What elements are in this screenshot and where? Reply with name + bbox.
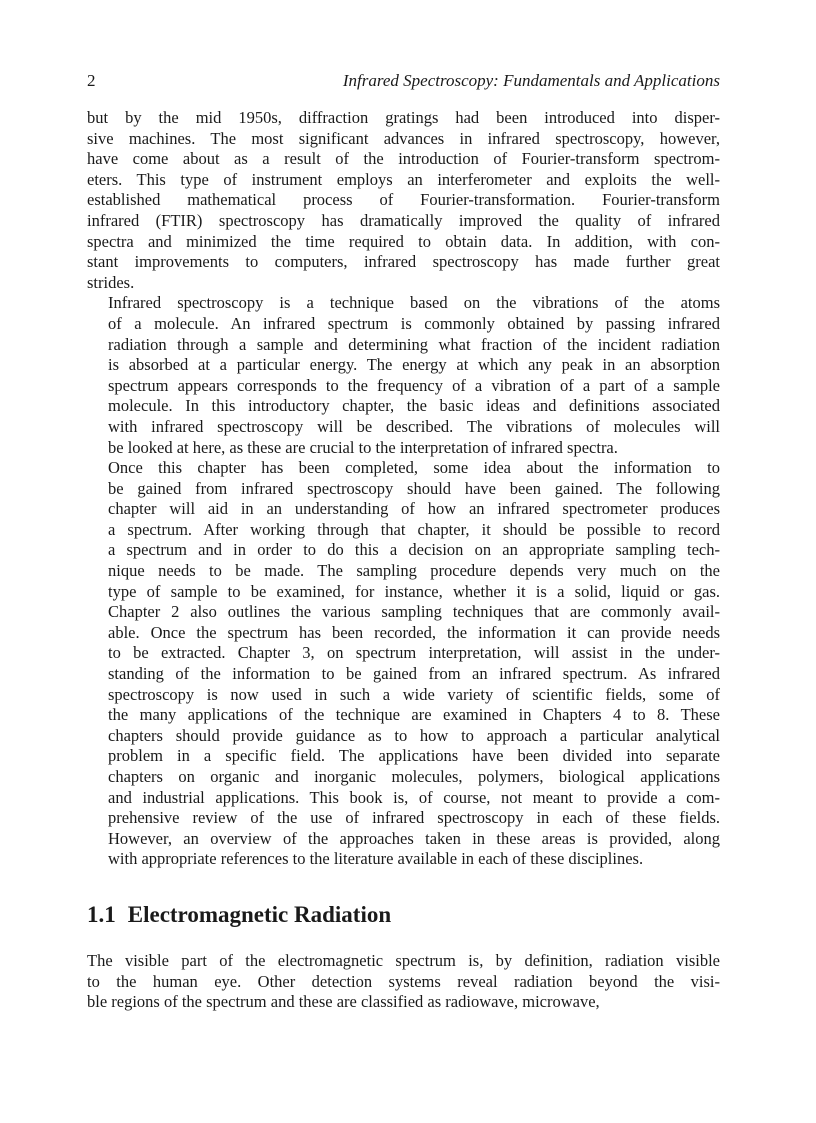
text-line: be looked at here, as these are crucial to the interpretation of infrared spectra. <box>108 437 618 457</box>
text-line: able. Once the spectrum has been recorded, the information it can provide needs <box>108 622 720 642</box>
text-line: chapters on organic and inorganic molecules, polymers, biological applications <box>108 767 720 786</box>
section-number: 1.1 <box>87 901 116 927</box>
text-line: is absorbed at a particular energy. The energy at which any peak in an absorption <box>108 355 720 375</box>
running-title: Infrared Spectroscopy: Fundamentals and Applications <box>342 71 720 90</box>
text-line: chapter will aid in an understanding of how an infrared spectrometer produces <box>108 499 720 519</box>
text-line: problem in a specific field. The applications have been divided into separate <box>108 746 720 766</box>
text-line: and industrial applications. This book is, of course, not meant to provide a com- <box>108 787 720 807</box>
text-line: nique needs to be made. The sampling procedure depends very much on the <box>108 561 720 581</box>
paragraph <box>87 458 720 870</box>
text-line: spectroscopy is now used in such a wide variety of scientific fields, some of <box>108 684 720 704</box>
section-heading <box>87 901 720 929</box>
text-line: to be extracted. Chapter 3, on spectrum interpretation, will assist in the under- <box>108 643 720 663</box>
text-line: infrared (FTIR) spectroscopy has dramatically improved the quality of infrared <box>87 210 720 230</box>
paragraph <box>87 108 720 293</box>
text-line: spectrum appears corresponds to the frequency of a vibration of a part of a sample <box>108 375 720 395</box>
page-number: 2 <box>87 71 96 90</box>
text-line: established mathematical process of Fourier-transformation. Fourier-transform <box>87 190 720 210</box>
text-line: radiation through a sample and determining what fraction of the incident radiation <box>108 334 720 354</box>
text-line: ble regions of the spectrum and these are classified as radiowave, microwave, <box>87 992 600 1012</box>
text-line: stant improvements to computers, infrared spectroscopy has made further great <box>87 252 720 272</box>
paragraph <box>87 951 720 1013</box>
text-line: strides. <box>87 272 135 292</box>
text-line: but by the mid 1950s, diffraction gratings had been introduced into disper- <box>87 108 720 127</box>
text-line: sive machines. The most significant advances in infrared spectroscopy, however, <box>87 128 720 148</box>
text-line: standing of the information to be gained from an infrared spectrum. As infrared <box>108 664 720 684</box>
text-line: a spectrum and in order to do this a decision on an appropriate sampling tech- <box>108 540 720 560</box>
paragraph-group <box>87 108 720 870</box>
text-line: Infrared spectroscopy is a technique based on the vibrations of the atoms <box>108 293 720 313</box>
running-head <box>87 70 720 92</box>
text-line: with infrared spectroscopy will be described. The vibrations of molecules will <box>108 416 720 436</box>
text-line: However, an overview of the approaches taken in these areas is provided, along <box>108 828 720 848</box>
text-line: Once this chapter has been completed, some idea about the information to <box>108 458 720 478</box>
body-text <box>87 108 720 1013</box>
text-line: molecule. In this introductory chapter, the basic ideas and definitions associated <box>108 396 720 416</box>
text-line: to the human eye. Other detection systems reveal radiation beyond the visi- <box>87 971 720 991</box>
text-line: chapters should provide guidance as to how to approach a particular analytical <box>108 725 720 745</box>
text-line: The visible part of the electromagnetic spectrum is, by definition, radiation visible <box>87 950 720 970</box>
text-line: spectra and minimized the time required to obtain data. In addition, with con- <box>87 231 720 251</box>
book-page <box>87 70 720 1013</box>
text-line: eters. This type of instrument employs an interferometer and exploits the well- <box>87 169 720 189</box>
text-line: a spectrum. After working through that chapter, it should be possible to record <box>108 519 720 539</box>
text-line: of a molecule. An infrared spectrum is commonly obtained by passing infrared <box>108 313 720 333</box>
text-line: have come about as a result of the introduction of Fourier-transform spectrom- <box>87 149 720 169</box>
paragraph <box>87 293 720 458</box>
section-paragraph-group <box>87 951 720 1013</box>
text-line: Chapter 2 also outlines the various sampling techniques that are commonly avail- <box>108 602 720 622</box>
text-line: the many applications of the technique are examined in Chapters 4 to 8. These <box>108 705 720 725</box>
text-line: with appropriate references to the literature available in each of these disciplines. <box>108 849 644 869</box>
text-line: be gained from infrared spectroscopy should have been gained. The following <box>108 478 720 498</box>
text-line: type of sample to be examined, for instance, whether it is a solid, liquid or gas. <box>108 581 720 601</box>
text-line: prehensive review of the use of infrared spectroscopy in each of these fields. <box>108 808 720 828</box>
section-title: Electromagnetic Radiation <box>127 901 392 927</box>
